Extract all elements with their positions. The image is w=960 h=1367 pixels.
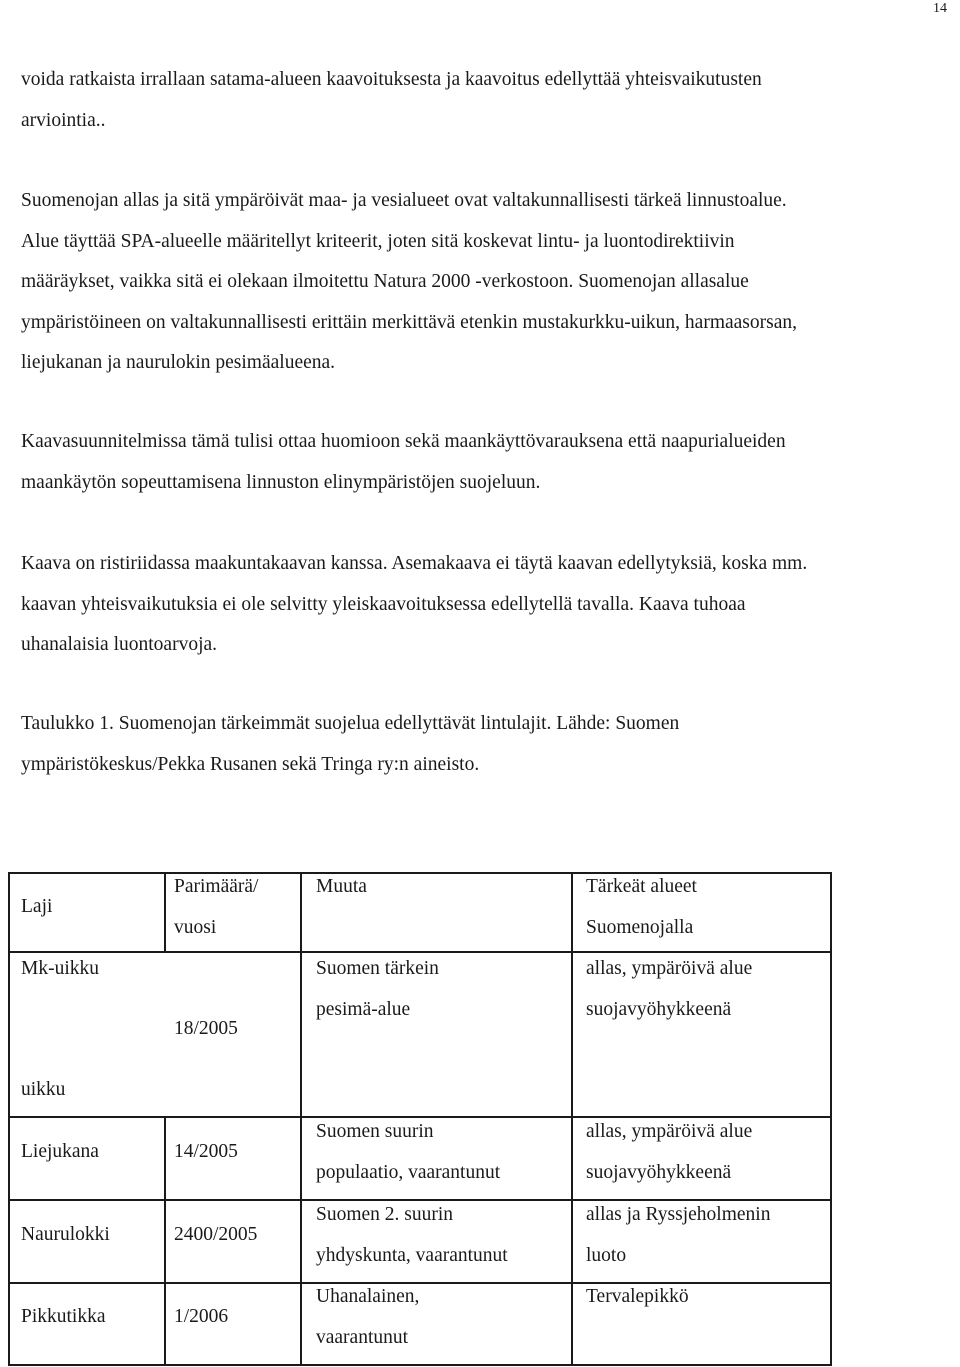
paragraph-conflict <box>21 544 946 666</box>
paragraph-planning <box>21 422 946 503</box>
table-rule-col3 <box>571 872 573 1366</box>
text-line: Taulukko 1. Suomenojan tärkeimmät suojelua edellyttävät lintulajit. Lähde: Suomen <box>21 713 680 734</box>
row3-muuta <box>316 1195 508 1276</box>
row3-alueet-line: luoto <box>586 1244 627 1266</box>
paragraph-assessment <box>21 60 946 141</box>
row3-parimaara: 2400/2005 <box>174 1224 258 1245</box>
text-line: kaavan yhteisvaikutuksia ei ole selvitty yleiskaavoituksessa edellytellä tavalla. Kaava tuhoaa <box>21 593 746 615</box>
row2-parimaara: 14/2005 <box>174 1141 238 1162</box>
row3-muuta-line: Suomen 2. suurin <box>316 1204 454 1225</box>
row3-alueet <box>586 1195 770 1276</box>
text-line: Suomenojan allas ja sitä ympäröivät maa- ja vesialueet ovat valtakunnallisesti tärkeä linnustoalue. <box>21 190 787 211</box>
row4-parimaara: 1/2006 <box>174 1306 229 1327</box>
row4-muuta-line: Uhanalainen, <box>316 1286 420 1307</box>
text-line: ympäristöineen on valtakunnallisesti erittäin merkittävä etenkin mustakurkku-uikun, harmaasorsan, <box>21 311 798 333</box>
text-line: Alue täyttää SPA-alueelle määritellyt kriteerit, joten sitä koskevat lintu- ja luontodirektiivin <box>21 230 735 252</box>
row1-alueet-line: suojavyöhykkeenä <box>586 998 732 1020</box>
row2-alueet-line: allas, ympäröivä alue <box>586 1121 753 1142</box>
row3-alueet-line: allas ja Ryssjeholmenin <box>586 1204 771 1225</box>
row4-muuta-line: vaarantunut <box>316 1326 409 1348</box>
table-rule-col1 <box>164 872 166 952</box>
header-alueet-line: Tärkeät alueet <box>586 876 697 897</box>
row1-laji-cont: uikku <box>21 1079 66 1100</box>
bird-species-table <box>8 872 832 1365</box>
text-line: liejukanan ja naurulokin pesimäalueena. <box>21 352 336 373</box>
header-muuta: Muuta <box>316 876 367 897</box>
table-rule-col2 <box>300 872 302 1366</box>
row2-muuta-line: Suomen suurin <box>316 1121 434 1142</box>
row4-muuta <box>316 1277 419 1358</box>
row3-laji: Naurulokki <box>21 1224 110 1245</box>
table-rule-bottom <box>8 1364 832 1366</box>
text-line: Kaavasuunnitelmissa tämä tulisi ottaa huomioon sekä maankäyttövarauksena että naapurialueiden <box>21 431 786 452</box>
text-line: määräykset, vaikka sitä ei olekaan ilmoitettu Natura 2000 -verkostoon. Suomenojan allasalue <box>21 271 749 292</box>
header-parimaara-line: vuosi <box>174 916 217 938</box>
row1-alueet-line: allas, ympäröivä alue <box>586 958 753 979</box>
row1-muuta-line: pesimä-alue <box>316 998 411 1020</box>
text-line: uhanalaisia luontoarvoja. <box>21 634 218 655</box>
row1-laji: Mk-uikku <box>21 958 99 979</box>
paragraph-bird-area <box>21 181 946 384</box>
row4-alueet: Tervalepikkö <box>586 1286 689 1307</box>
row2-alueet-line: suojavyöhykkeenä <box>586 1161 732 1183</box>
header-parimaara <box>174 867 258 948</box>
text-line: voida ratkaista irrallaan satama-alueen kaavoituksesta ja kaavoitus edellyttää yhteisvaikutusten <box>21 69 762 90</box>
row1-muuta-line: Suomen tärkein <box>316 958 439 979</box>
row2-laji: Liejukana <box>21 1141 99 1162</box>
text-line: ympäristökeskus/Pekka Rusanen sekä Tringa ry:n aineisto. <box>21 753 480 775</box>
row2-muuta <box>316 1112 500 1193</box>
row2-muuta-line: populaatio, vaarantunut <box>316 1161 501 1183</box>
row1-muuta <box>316 949 439 1030</box>
row3-muuta-line: yhdyskunta, vaarantunut <box>316 1244 508 1266</box>
row1-alueet <box>586 949 752 1030</box>
table-rule-col1 <box>164 1116 166 1366</box>
header-parimaara-line: Parimäärä/ <box>174 876 259 897</box>
table-caption <box>21 704 946 785</box>
table-rule-right <box>830 872 832 1366</box>
table-rule-top <box>8 872 832 874</box>
table-rule-left <box>8 872 10 1366</box>
table-rule-row3 <box>8 1282 832 1284</box>
row2-alueet <box>586 1112 752 1193</box>
text-line: maankäytön sopeuttamisena linnuston elinympäristöjen suojeluun. <box>21 471 541 493</box>
text-line: arviointia.. <box>21 109 106 131</box>
text-line: Kaava on ristiriidassa maakuntakaavan kanssa. Asemakaava ei täytä kaavan edellytyksiä, koska mm. <box>21 553 808 574</box>
row1-parimaara: 18/2005 <box>174 1018 238 1039</box>
header-laji: Laji <box>21 896 53 917</box>
page-number: 14 <box>933 1 947 16</box>
header-alueet <box>586 867 697 948</box>
header-alueet-line: Suomenojalla <box>586 916 694 938</box>
row4-laji: Pikkutikka <box>21 1306 106 1327</box>
